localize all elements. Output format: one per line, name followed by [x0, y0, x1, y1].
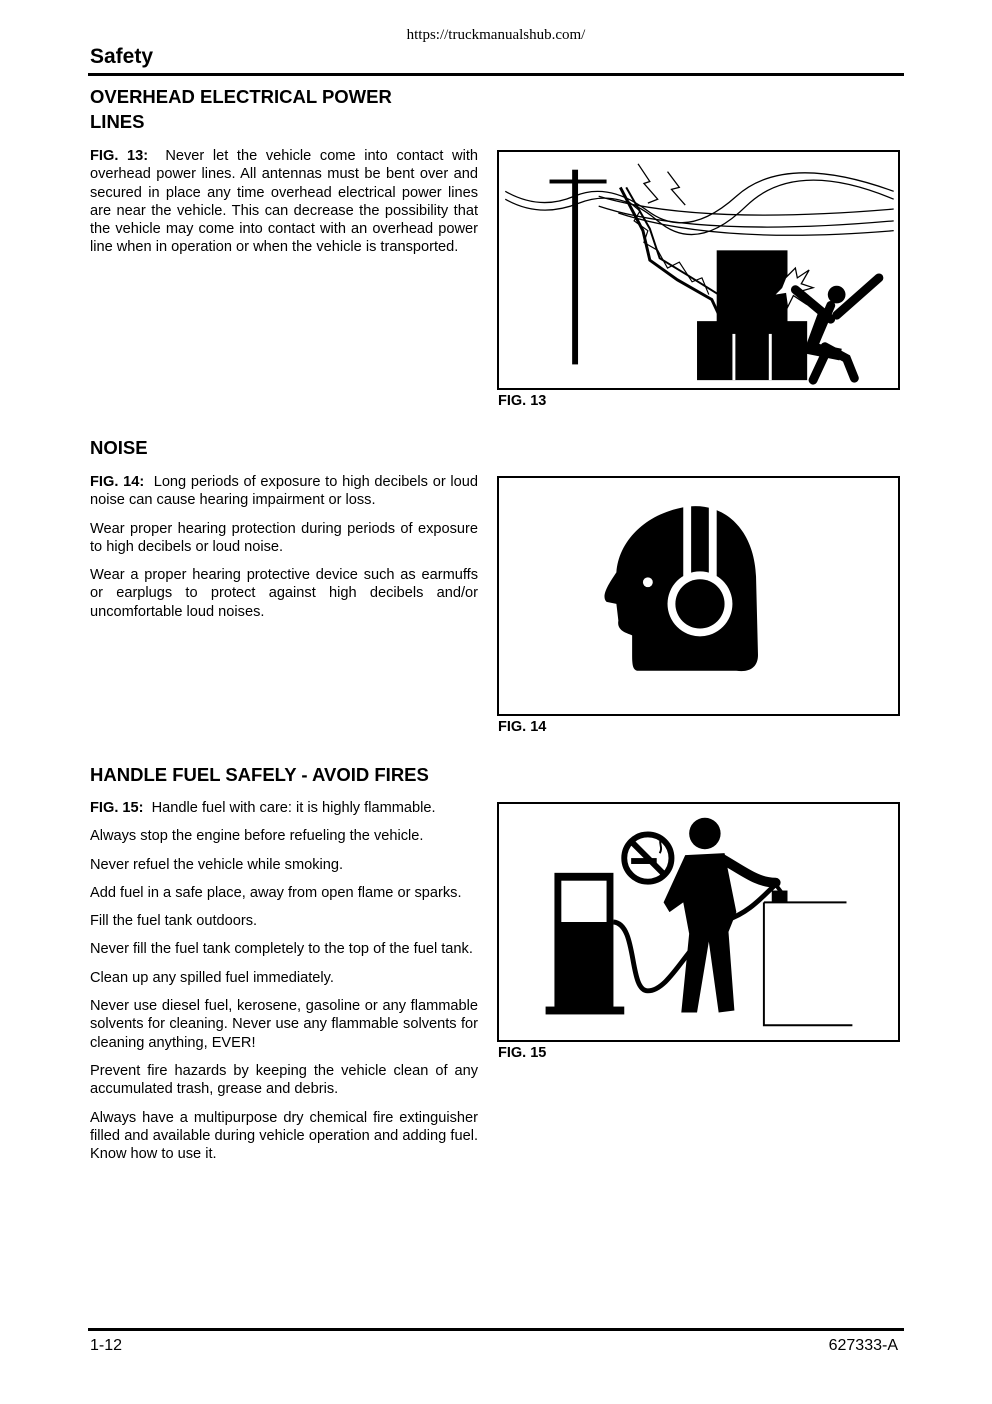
source-url: https://truckmanualshub.com/	[406, 27, 586, 43]
footer-rule	[88, 1328, 904, 1331]
paragraph: Fill the fuel tank outdoors.	[90, 913, 258, 930]
paragraph: Always stop the engine before refueling the vehicle.	[90, 828, 424, 845]
heading-noise: NOISE	[90, 437, 148, 458]
figure-15-caption: FIG. 15	[498, 1045, 547, 1061]
paragraph: Clean up any spilled fuel immediately.	[90, 969, 334, 986]
figure-14-hearing-protection	[497, 476, 900, 716]
paragraph: Add fuel in a safe place, away from open flame or sparks.	[90, 884, 462, 901]
figure-13-caption: FIG. 13	[498, 393, 547, 409]
header-rule	[88, 73, 904, 76]
figure-14-caption: FIG. 14	[498, 719, 547, 735]
paragraph: FIG. 14: Long periods of exposure to high decibels or loud noise can cause hearing impairment or loss.	[90, 474, 479, 509]
paragraph: Never fill the fuel tank completely to the top of the fuel tank.	[90, 941, 473, 958]
power-line-hazard-icon	[499, 152, 898, 388]
paragraph: Never refuel the vehicle while smoking.	[90, 856, 344, 873]
noise-text	[90, 473, 478, 631]
paragraph: Always have a multipurpose dry chemical fire extinguisher filled and available during vehicle operation and adding fuel. Know how to use it.	[90, 1109, 478, 1163]
paragraph: Never use diesel fuel, kerosene, gasoline or any flammable solvents for cleaning. Never use any flammable solvents for cleaning anything, EVER!	[90, 998, 478, 1051]
refueling-hazard-icon	[499, 804, 898, 1040]
heading-handle-fuel-safely: HANDLE FUEL SAFELY - AVOID FIRES	[90, 764, 429, 785]
paragraph: FIG. 15: Handle fuel with care: it is highly flammable.	[90, 800, 436, 816]
figure-15-fuel-safety	[497, 802, 900, 1042]
document-number: 627333-A	[828, 1337, 898, 1354]
paragraph: Wear a proper hearing protective device such as earmuffs or earplugs to protect against high decibels and/or uncomfortable loud noises.	[90, 567, 478, 620]
heading-overhead-power-lines: OVERHEAD ELECTRICAL POWER LINES	[90, 86, 392, 132]
fuel-safety-text	[90, 799, 478, 1173]
paragraph: FIG. 13: Never let the vehicle come into contact with overhead power lines. All antennas must be bent over and secured in place any time overhead electrical power lines are near the vehicle. This can decrease the possibility that the vehicle may come into contact with an overhead power line when in operation or when the vehicle is transported.	[90, 148, 478, 256]
figure-13-power-line-hazard	[497, 150, 900, 390]
paragraph: Prevent fire hazards by keeping the vehicle clean of any accumulated trash, grease and debris.	[90, 1062, 478, 1098]
paragraph: Wear proper hearing protection during periods of exposure to high decibels or loud noise.	[90, 520, 478, 555]
page-number: 1-12	[90, 1337, 123, 1354]
hearing-protection-icon	[499, 478, 898, 714]
overhead-power-lines-text	[90, 147, 478, 267]
section-title: Safety	[90, 45, 154, 68]
